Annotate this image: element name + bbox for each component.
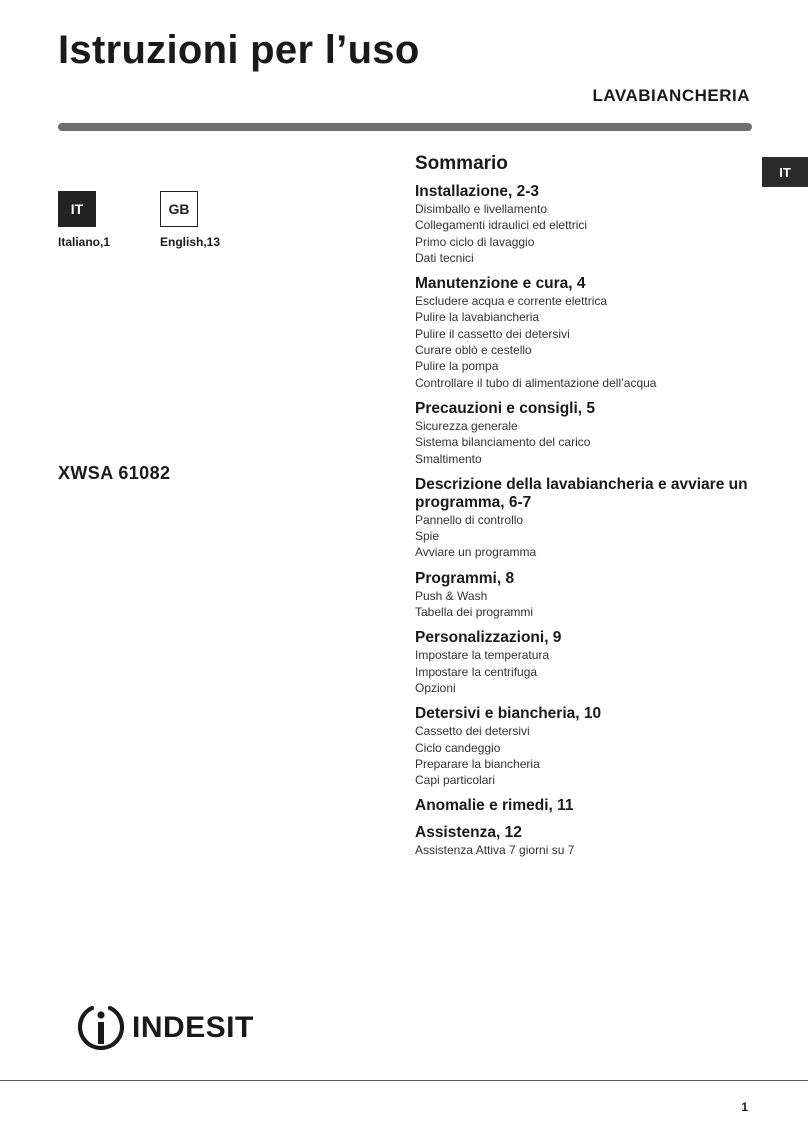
- model-number: XWSA 61082: [58, 463, 171, 483]
- toc-section-heading[interactable]: Manutenzione e cura, 4: [415, 275, 586, 293]
- toc-section: [415, 705, 755, 788]
- table-of-contents: [415, 152, 755, 868]
- product-type: LAVABIANCHERIA: [592, 86, 750, 105]
- lang-box-it[interactable]: IT: [58, 191, 96, 227]
- toc-section: [415, 570, 755, 621]
- toc-item[interactable]: Cassetto dei detersivi: [415, 724, 530, 739]
- footer-rule: [0, 1080, 808, 1081]
- toc-item[interactable]: Primo ciclo di lavaggio: [415, 234, 535, 249]
- toc-item[interactable]: Escludere acqua e corrente elettrica: [415, 294, 608, 309]
- toc-section-heading[interactable]: Precauzioni e consigli, 5: [415, 399, 596, 417]
- toc-title: Sommario: [415, 153, 508, 174]
- toc-section-heading[interactable]: Assistenza, 12: [415, 824, 522, 842]
- toc-section-heading[interactable]: Descrizione della lavabiancheria e avviare un programma, 6-7: [415, 475, 748, 511]
- toc-item[interactable]: Collegamenti idraulici ed elettrici: [415, 218, 588, 233]
- toc-section: [415, 275, 755, 391]
- toc-section: [415, 629, 755, 696]
- toc-item[interactable]: Disimballo e livellamento: [415, 202, 548, 216]
- toc-section: [415, 476, 755, 561]
- toc-section: [415, 183, 755, 266]
- brand-logo-text: INDESIT: [132, 1011, 254, 1044]
- toc-item[interactable]: Tabella dei programmi: [415, 605, 534, 620]
- toc-item[interactable]: Curare oblò e cestello: [415, 343, 532, 358]
- lang-label-gb[interactable]: English,13: [160, 235, 221, 249]
- toc-item[interactable]: Impostare la temperatura: [415, 648, 550, 663]
- toc-item[interactable]: Preparare la biancheria: [415, 756, 540, 771]
- toc-item[interactable]: Avviare un programma: [415, 545, 537, 560]
- toc-section: [415, 400, 755, 467]
- toc-item[interactable]: Pulire la pompa: [415, 359, 499, 374]
- toc-item[interactable]: Sicurezza generale: [415, 418, 518, 433]
- page-number: 1: [741, 1100, 748, 1114]
- language-side-tab: IT: [762, 157, 808, 187]
- toc-section: [415, 824, 755, 858]
- page-title: Istruzioni per l’uso: [58, 28, 420, 72]
- toc-section-heading[interactable]: Installazione, 2-3: [415, 183, 540, 200]
- toc-section-heading[interactable]: Detersivi e biancheria, 10: [415, 705, 602, 723]
- toc-item[interactable]: Ciclo candeggio: [415, 740, 501, 755]
- toc-item[interactable]: Impostare la centrifuga: [415, 664, 538, 679]
- brand-logo: [75, 1003, 254, 1053]
- toc-item[interactable]: Opzioni: [415, 680, 456, 695]
- lang-box-gb[interactable]: GB: [160, 191, 198, 227]
- toc-item[interactable]: Spie: [415, 529, 440, 544]
- toc-section-heading[interactable]: Programmi, 8: [415, 569, 515, 587]
- toc-section-heading[interactable]: Personalizzazioni, 9: [415, 629, 562, 647]
- toc-item[interactable]: Controllare il tubo di alimentazione dell’acqua: [415, 375, 657, 390]
- toc-item[interactable]: Capi particolari: [415, 773, 496, 788]
- toc-item[interactable]: Smaltimento: [415, 451, 482, 466]
- toc-item[interactable]: Pulire la lavabiancheria: [415, 310, 540, 325]
- toc-section: [415, 797, 755, 815]
- indesit-logo-icon: [75, 1003, 127, 1053]
- lang-label-it[interactable]: Italiano,1: [58, 235, 111, 249]
- toc-section-heading[interactable]: Anomalie e rimedi, 11: [415, 797, 574, 815]
- toc-item[interactable]: Pulire il cassetto dei detersivi: [415, 326, 570, 341]
- toc-item[interactable]: Assistenza Attiva 7 giorni su 7: [415, 843, 575, 858]
- toc-item[interactable]: Pannello di controllo: [415, 512, 524, 527]
- toc-item[interactable]: Push & Wash: [415, 588, 488, 603]
- toc-item[interactable]: Sistema bilanciamento del carico: [415, 435, 591, 450]
- toc-item[interactable]: Dati tecnici: [415, 250, 474, 265]
- header-rule: [58, 123, 752, 131]
